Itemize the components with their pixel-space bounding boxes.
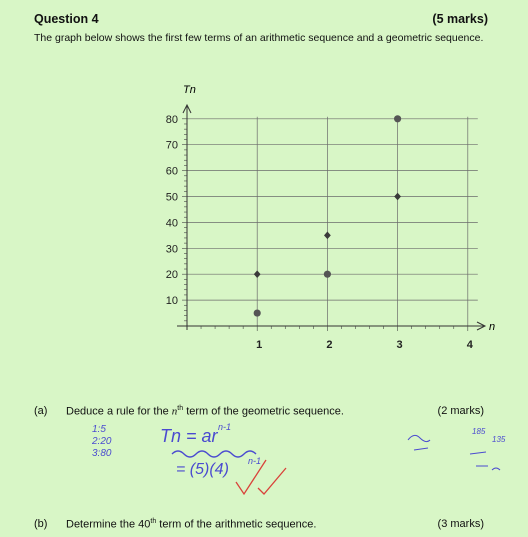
hw-crossed-out	[172, 451, 256, 457]
hw-rule: Tn = ar	[160, 426, 218, 446]
hw-line-2: 2:20	[92, 436, 112, 447]
question-marks: (5 marks)	[432, 12, 488, 26]
question-intro: The graph below shows the first few terms of an arithmetic sequence and a geometric sequence.	[34, 32, 484, 44]
part-b-label: (b)	[34, 518, 48, 530]
part-b-marks: (3 marks)	[437, 518, 484, 530]
y-tick-label-80: 80	[165, 113, 178, 126]
y-tick-label-20: 20	[165, 269, 178, 282]
hw-right-scribbles	[408, 435, 500, 470]
hw-right-1: 185	[472, 427, 486, 436]
chart-grid	[187, 117, 478, 326]
y-axis-label: Tn	[183, 84, 196, 96]
part-a-marks: (2 marks)	[437, 405, 484, 417]
handwritten-working	[0, 420, 528, 510]
chart-axes	[177, 105, 485, 330]
geometric-point-2	[324, 271, 331, 278]
x-axis-label: n	[489, 321, 496, 333]
part-a-question: Deduce a rule for the $n^{th}$ term of the geometric sequence.	[66, 405, 344, 418]
x-tick-label-1: 1	[256, 339, 263, 351]
hw-rule-exp: n-1	[218, 422, 232, 432]
question-title: Question 4	[34, 12, 99, 26]
y-tick-label-30: 30	[165, 243, 178, 256]
chart-ticks	[166, 114, 474, 351]
geometric-point-3	[394, 115, 401, 122]
arithmetic-point-1	[254, 270, 261, 278]
geometric-point-1	[254, 309, 261, 316]
arithmetic-point-3	[394, 193, 401, 201]
hw-answer-exp: n-1	[248, 456, 262, 466]
x-tick-label-4: 4	[466, 339, 473, 351]
y-tick-label-50: 50	[165, 191, 178, 204]
x-tick-label-2: 2	[326, 339, 333, 351]
hw-line-1: 1:5	[92, 424, 106, 435]
y-tick-label-70: 70	[165, 139, 178, 152]
x-tick-label-3: 3	[396, 339, 403, 351]
hw-answer: = (5)(4)	[176, 461, 229, 478]
y-tick-label-40: 40	[165, 217, 178, 230]
hw-line-3: 3:80	[92, 448, 112, 459]
part-a-label: (a)	[34, 405, 48, 417]
part-b-question: Determine the 40th term of the arithmetic sequence.	[66, 518, 317, 531]
hw-right-2: 135	[492, 435, 506, 444]
arithmetic-point-2	[324, 232, 331, 240]
y-tick-label-60: 60	[165, 165, 178, 178]
y-tick-label-10: 10	[165, 295, 178, 308]
